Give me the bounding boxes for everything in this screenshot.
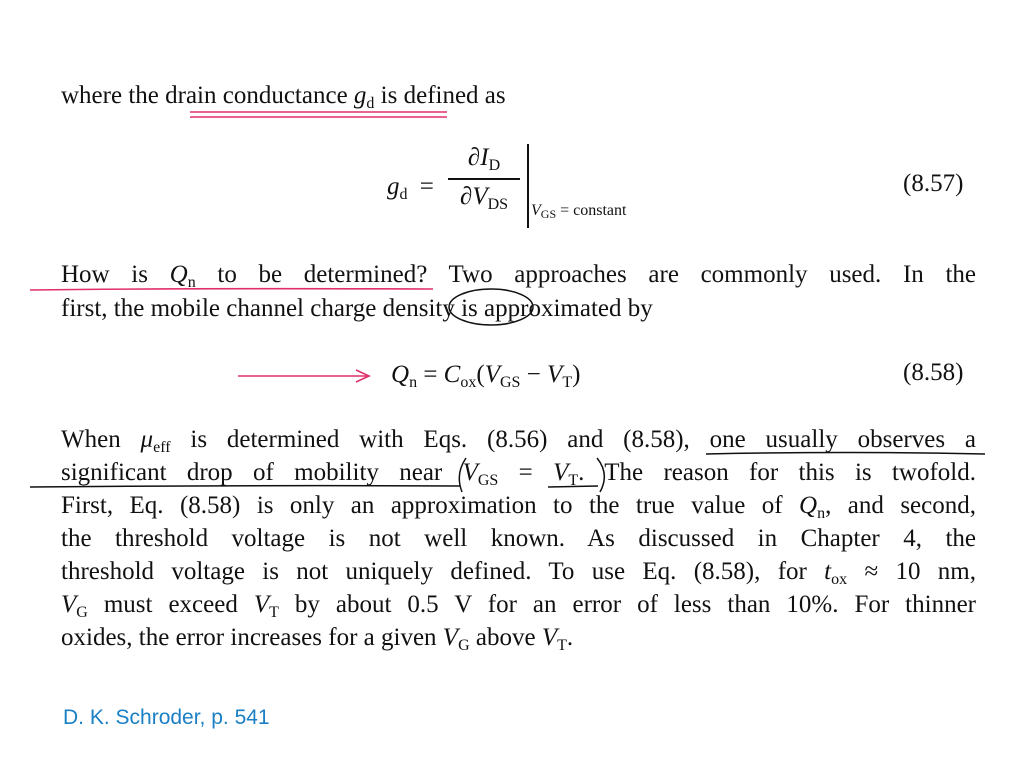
para3-text: above — [469, 624, 542, 651]
eq857-denominator — [448, 183, 520, 214]
eq858-number: (8.58) — [903, 359, 964, 386]
eq857-D: D — [488, 157, 501, 174]
eq858-GS: GS — [499, 374, 521, 391]
symbol-T-sub: T — [568, 472, 579, 489]
para2-text-rest: Two approaches are commonly used. In the — [427, 261, 976, 288]
symbol-n-sub: n — [817, 505, 826, 522]
eq857-eval-V: V — [531, 202, 541, 219]
eq858-T: T — [562, 374, 573, 391]
para3-text: . The reason for this is twofold. — [578, 459, 976, 486]
eq858-equals: = — [417, 361, 444, 388]
symbol-d-sub: d — [366, 95, 375, 112]
para3-text: must exceed — [87, 591, 254, 618]
para3-text: , and second, — [825, 492, 976, 519]
source-caption: D. K. Schroder, p. 541 — [63, 706, 270, 729]
partial-sym: ∂ — [467, 144, 481, 171]
symbol-GS-sub: GS — [477, 472, 499, 489]
eq857-g: g — [387, 173, 400, 200]
symbol-V: V — [442, 624, 459, 651]
symbol-V: V — [61, 591, 77, 618]
para3-text: significant drop of mobility near — [61, 459, 463, 486]
para3-text: . — [566, 624, 574, 651]
para3-line4: the threshold voltage is not well known. As discussed in Chapter 4, the — [61, 525, 976, 552]
fraction-bar — [448, 178, 520, 180]
symbol-V: V — [462, 459, 478, 486]
eq857-V: V — [472, 183, 488, 210]
eq857-eval-GS: GS — [540, 207, 557, 221]
arrow-icon — [356, 370, 369, 382]
eq858-C: C — [443, 361, 461, 388]
partial-sym: ∂ — [459, 183, 473, 210]
symbol-n-sub: n — [187, 274, 196, 291]
para3-text: by about 0.5 V for an error of less than 10%. For thinner — [278, 591, 976, 618]
symbol-Q: Q — [169, 261, 188, 288]
intro-text-end: is defined as — [374, 82, 506, 109]
symbol-V: V — [553, 459, 569, 486]
symbol-G-sub: G — [76, 604, 88, 621]
eq857-I: I — [480, 144, 489, 171]
para2-text: How is — [61, 261, 170, 288]
eq857-equals: = — [419, 173, 434, 200]
equals-sign: = — [498, 459, 554, 486]
eq857-d: d — [399, 186, 408, 203]
para3-text: threshold voltage is not uniquely defined. To use Eq. (8.58), for — [61, 558, 825, 585]
question-text: to be determined? — [195, 261, 428, 288]
para3-text: ≈ 10 nm, — [847, 558, 976, 585]
symbol-Q: Q — [799, 492, 818, 519]
eq857-fraction — [448, 144, 520, 214]
symbol-eff-sub: eff — [153, 439, 171, 456]
symbol-g: g — [353, 82, 367, 109]
symbol-T-sub: T — [269, 604, 279, 621]
eq858-n: n — [409, 374, 418, 391]
eq857-eval-constant: = constant — [556, 202, 627, 219]
para2-line2: first, the mobile channel charge density is approximated by — [61, 295, 653, 322]
intro-line — [61, 80, 506, 120]
symbol-ox-sub: ox — [831, 571, 848, 588]
eq858-close: ) — [572, 361, 581, 388]
eq858-V: V — [484, 361, 500, 388]
eq857-number: (8.57) — [903, 170, 964, 197]
symbol-G-sub: G — [458, 637, 470, 654]
para3-text: When — [61, 426, 141, 453]
eq858-ox: ox — [460, 374, 477, 391]
symbol-V: V — [253, 591, 270, 618]
eq858-expression — [391, 359, 580, 399]
eq857-DS: DS — [487, 196, 509, 213]
eq858-Q: Q — [391, 361, 410, 388]
symbol-mu: μ — [140, 426, 154, 453]
symbol-T-sub: T — [557, 637, 567, 654]
para3-text: First, Eq. (8.58) is only an approximation to the true value of — [61, 492, 800, 519]
drain-conductance-term: drain conductance — [165, 82, 354, 109]
intro-text: where the — [61, 82, 166, 109]
para3-text: is determined with Eqs. (8.56) and (8.58), one usually observes a — [170, 426, 976, 453]
eq858-open: ( — [476, 361, 485, 388]
symbol-t: t — [824, 558, 832, 585]
para3-line7 — [61, 622, 573, 662]
eq858-VT: V — [547, 361, 563, 388]
evaluation-bar — [527, 144, 529, 228]
eq857-eval — [531, 200, 626, 225]
eq857-lhs — [387, 171, 434, 211]
eq858-minus: − — [520, 361, 548, 388]
symbol-V: V — [541, 624, 558, 651]
eq857-numerator — [448, 144, 520, 175]
para3-text: oxides, the error increases for a given — [61, 624, 443, 651]
